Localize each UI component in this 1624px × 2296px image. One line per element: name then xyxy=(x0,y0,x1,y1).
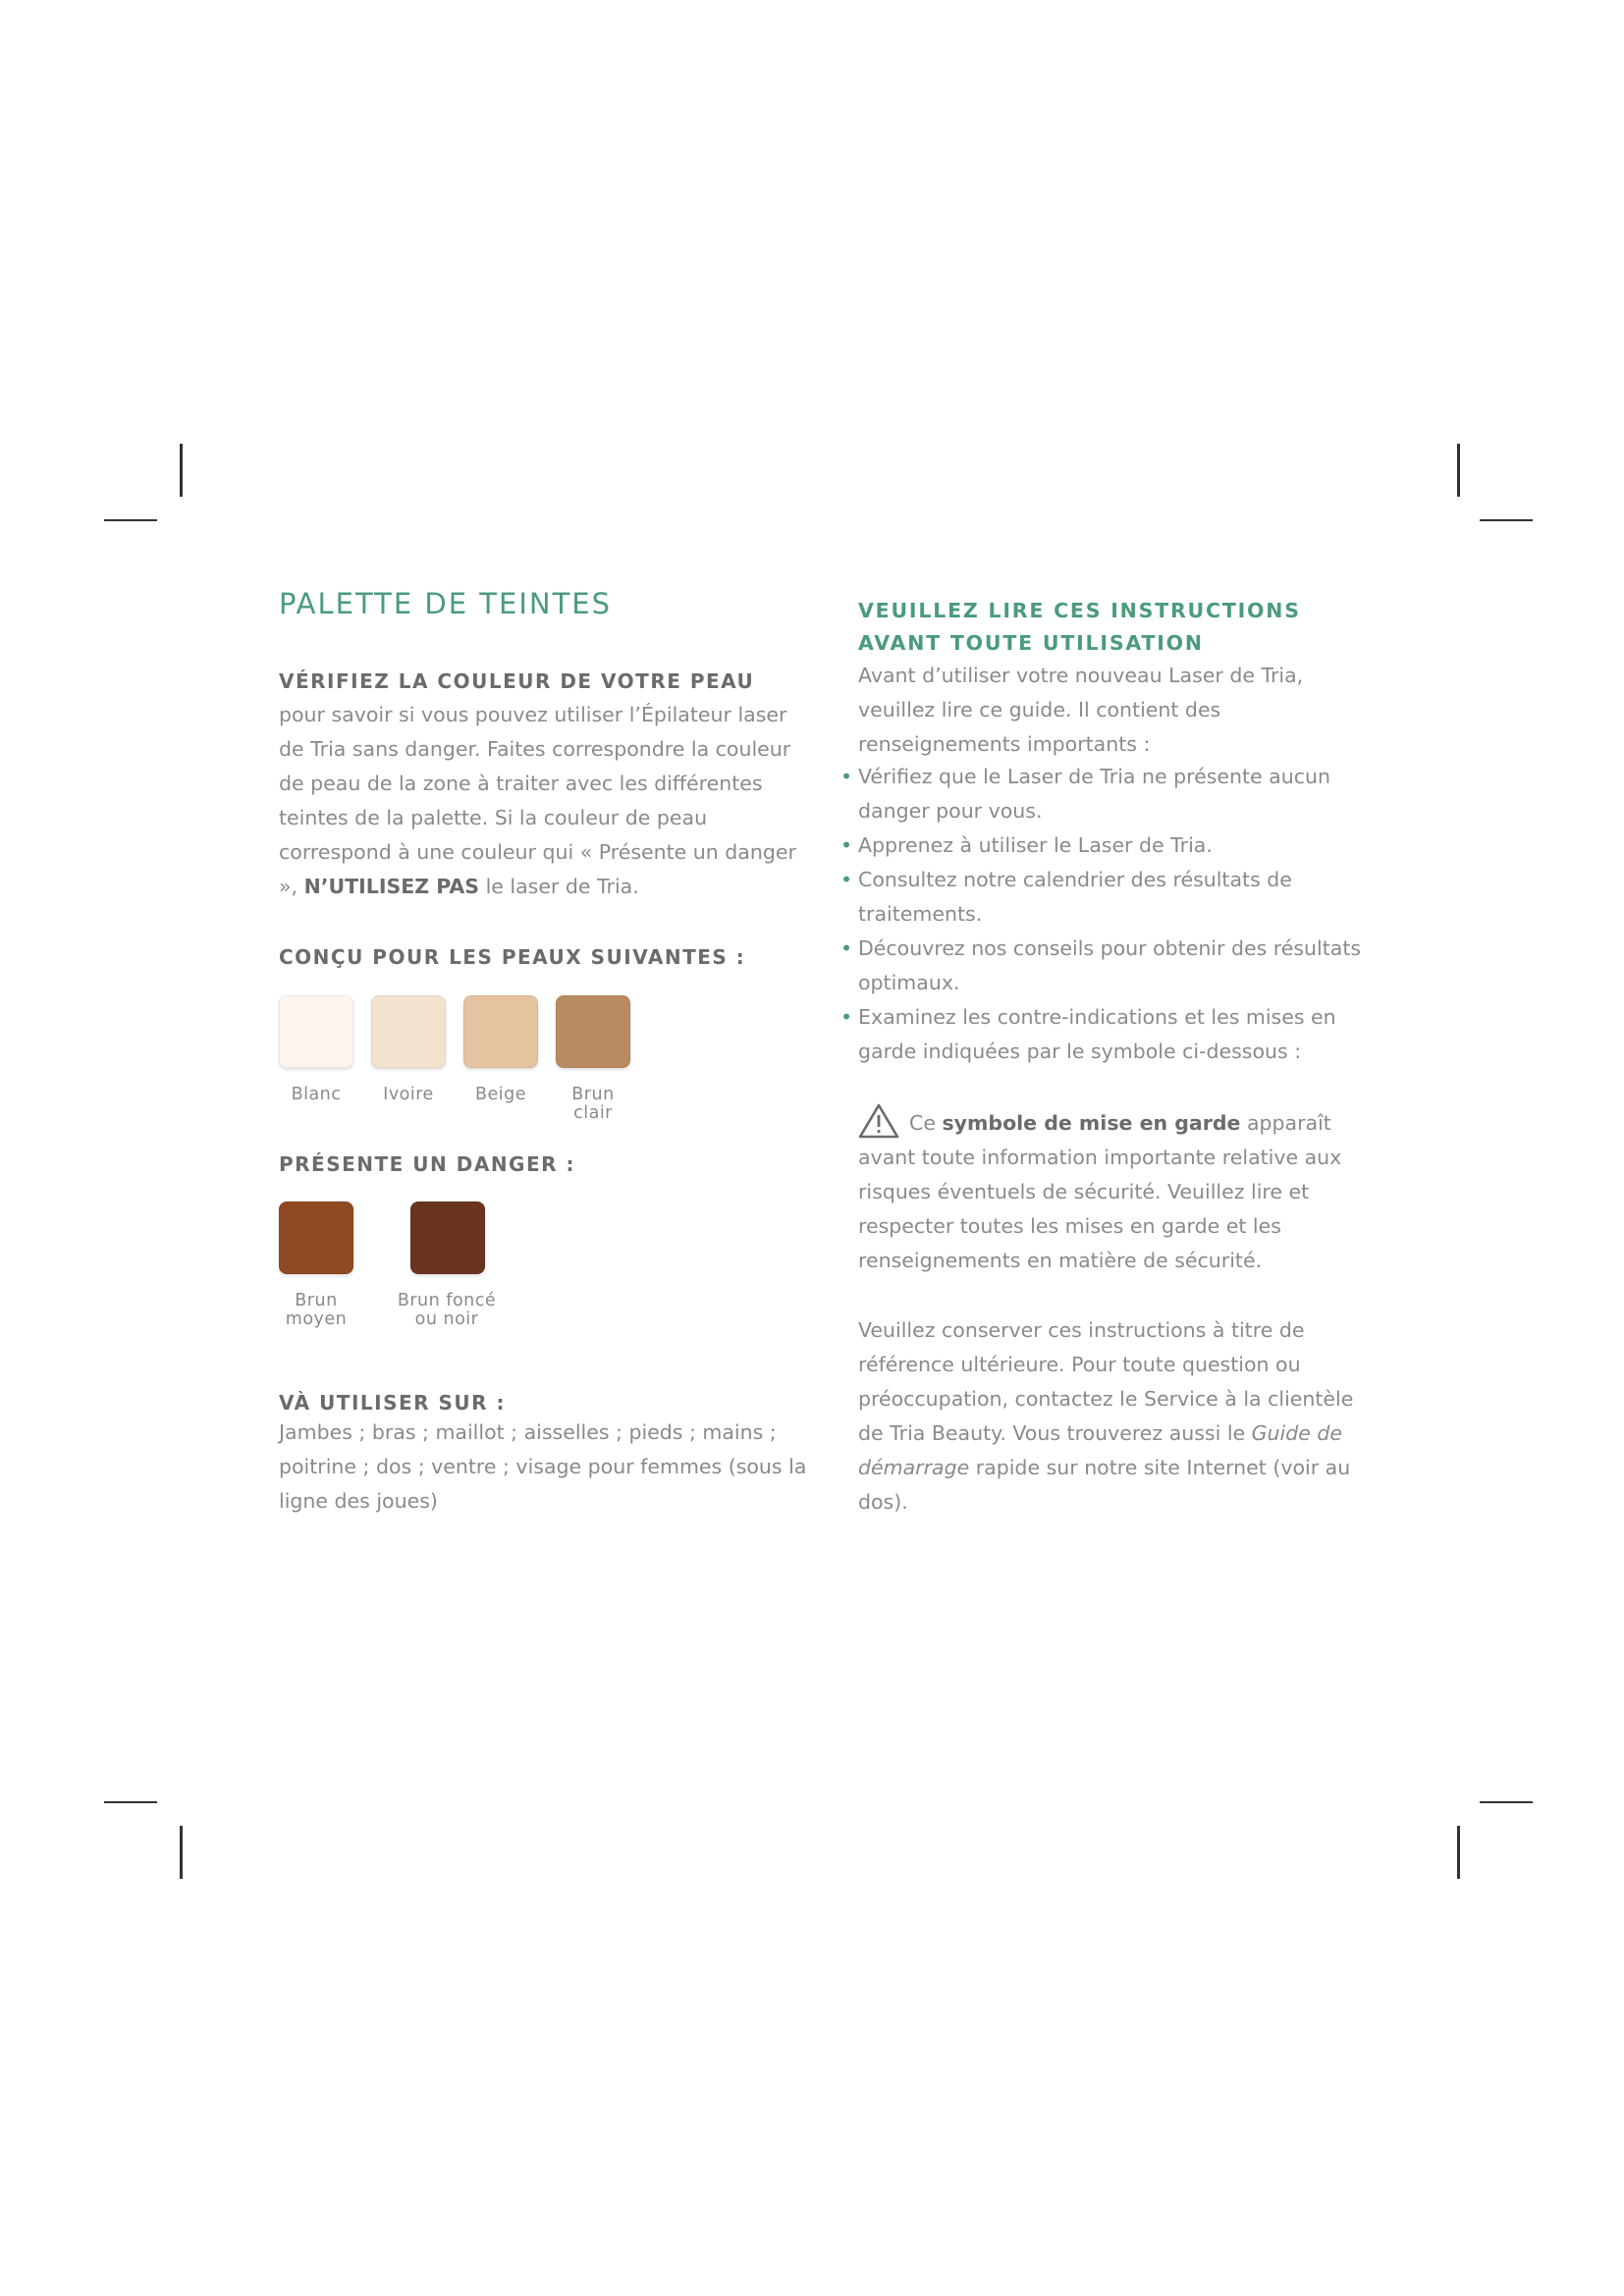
use-on-text: Jambes ; bras ; maillot ; aisselles ; pieds ; mains ; poitrine ; dos ; ventre ; visage pour femmes (sous la ligne des joues) xyxy=(279,1420,807,1513)
swatch-blanc xyxy=(279,995,353,1123)
intro-text: Avant d’utiliser votre nouveau Laser de Tria, veuillez lire ce guide. Il contient des renseignements importants : xyxy=(858,664,1304,756)
crop-mark-top-left-h xyxy=(104,519,157,521)
swatch-beige xyxy=(463,995,538,1123)
warning-symbol-emphasis: symbole de mise en garde xyxy=(942,1111,1241,1135)
use-on-heading: VÀ UTILISER SUR : xyxy=(279,1391,507,1415)
quick-start-guide-title: Guide de démarrage xyxy=(858,1421,1342,1479)
swatch-label: Blanc xyxy=(291,1085,342,1104)
swatch-brun-moyen xyxy=(279,1201,353,1329)
crop-mark-bottom-right-h xyxy=(1480,1801,1533,1803)
list-item: • Examinez les contre-indications et les mises en garde indiquées par le symbole ci-dessous : xyxy=(840,1005,1336,1063)
crop-mark-bottom-left-h xyxy=(104,1801,157,1803)
swatch-chip xyxy=(556,995,630,1068)
list-item: • Découvrez nos conseils pour obtenir des résultats optimaux. xyxy=(840,936,1362,994)
swatch-brun-fonce xyxy=(393,1201,501,1329)
swatch-ivoire xyxy=(371,995,446,1123)
danger-swatch-list xyxy=(279,1201,540,1329)
keep-instructions-text: Veuillez conserver ces instructions à titre de référence ultérieure. Pour toute question ou préoccupation, contactez le Service à la clientèle de Tria Beauty. Vous trouverez aussi le Guide de démarrage rapide sur notre site Internet (voir au dos). xyxy=(858,1318,1354,1514)
swatch-label: Brun clair xyxy=(571,1085,615,1123)
crop-mark-top-right-h xyxy=(1480,519,1533,521)
swatch-chip xyxy=(410,1201,485,1274)
safe-swatch-list xyxy=(279,995,648,1123)
read-instructions-heading: VEUILLEZ LIRE CES INSTRUCTIONS AVANT TOUTE UTILISATION xyxy=(858,599,1301,655)
crop-mark-bottom-left-v xyxy=(180,1826,183,1879)
swatch-label: Brun moyen xyxy=(285,1291,348,1329)
swatch-brun-clair xyxy=(556,995,630,1123)
check-skin-heading: VÉRIFIEZ LA COULEUR DE VOTRE PEAU xyxy=(279,669,755,693)
swatch-chip xyxy=(279,1201,353,1274)
crop-mark-top-left-v xyxy=(180,444,183,497)
page-title: PALETTE DE TEINTES xyxy=(279,587,613,620)
check-skin-text: pour savoir si vous pouvez utiliser l’Épilateur laser de Tria sans danger. Faites correspondre la couleur de peau de la zone à traiter avec les différentes teintes de la palette. Si la couleur de peau correspond à une couleur qui « Présente un danger », N’UTILISEZ PAS le laser de Tria. xyxy=(279,703,796,898)
swatch-label: Brun foncé ou noir xyxy=(397,1291,497,1329)
danger-heading: PRÉSENTE UN DANGER : xyxy=(279,1152,575,1176)
swatch-label: Ivoire xyxy=(383,1085,434,1104)
list-item: • Vérifiez que le Laser de Tria ne présente aucun danger pour vous. xyxy=(840,765,1330,823)
list-item: • Consultez notre calendrier des résultats de traitements. xyxy=(840,868,1292,926)
swatch-chip xyxy=(463,995,538,1068)
swatch-chip xyxy=(371,995,446,1068)
crop-mark-bottom-right-v xyxy=(1457,1826,1460,1879)
crop-mark-top-right-v xyxy=(1457,444,1460,497)
swatch-label: Beige xyxy=(474,1085,526,1104)
instruction-bullet-list xyxy=(840,760,1390,1069)
list-item: • Apprenez à utiliser le Laser de Tria. xyxy=(840,833,1213,857)
warning-symbol-text: Ce symbole de mise en garde apparaît avant toute information importante relative aux risques éventuels de sécurité. Veuillez lire et respecter toutes les mises en garde et les renseignements en matière de sécurité. xyxy=(858,1111,1342,1272)
do-not-use-emphasis: N’UTILISEZ PAS xyxy=(303,875,480,898)
designed-for-heading: CONÇU POUR LES PEAUX SUIVANTES : xyxy=(279,945,746,969)
swatch-chip xyxy=(279,995,353,1068)
